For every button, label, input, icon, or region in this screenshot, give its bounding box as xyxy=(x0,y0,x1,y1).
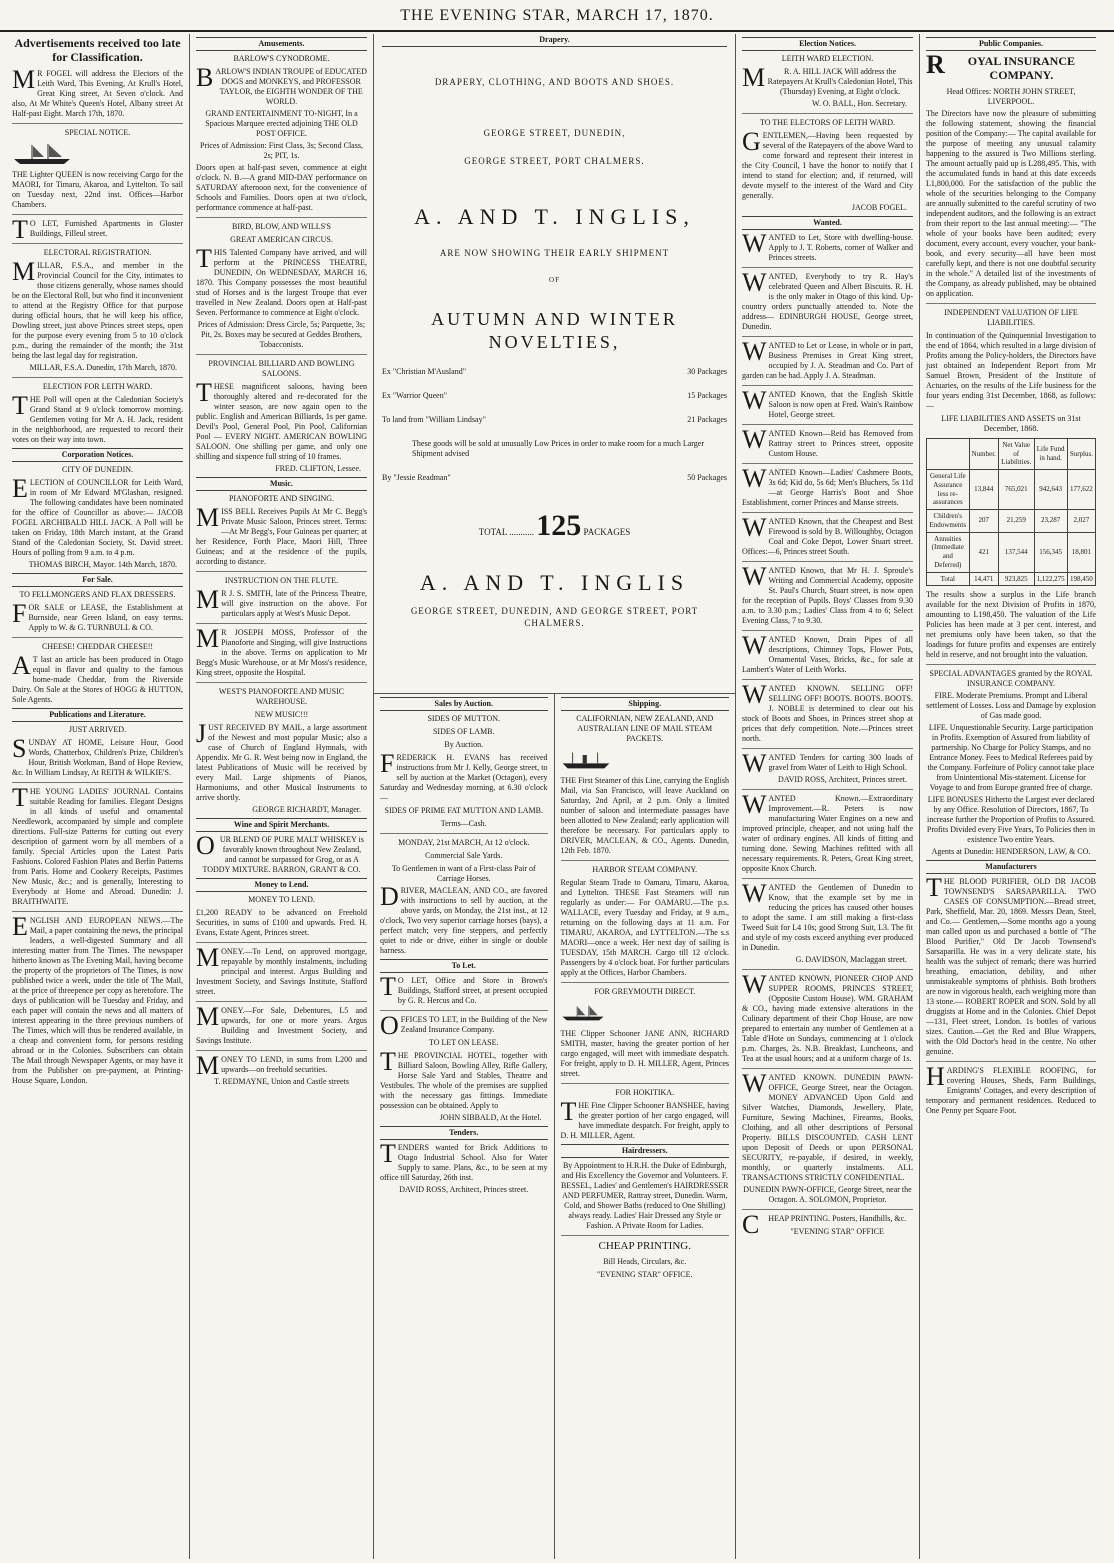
money-ad-3: MONEY.—For Sale, Debentures, L5 and upwards, for one or more years. Argus Building and Investment Society, and Savings Institute. xyxy=(196,1002,367,1045)
monday-heading: MONDAY, 21st MARCH, At 12 o'clock. xyxy=(398,838,530,847)
head-offices: Head Offices: NORTH JOHN STREET, LIVERPOOL. xyxy=(946,86,1076,106)
fell-ad: FOR SALE or LEASE, the Establishment at Burnside, near Green Island, on easy terms. Apply to W. & G. TURNBULL & CO. xyxy=(12,598,183,632)
forsale-section: For Sale. xyxy=(12,573,183,587)
bell-ad: MISS BELL Receives Pupils At Mr C. Begg's Private Music Saloon, Princes street. Terms:—At Mr Begg's, Four Guineas per quarter; at her Residence, Forth Place, Maori Hill, Three Guineas; and at the residence of the pupils, according to distance. xyxy=(196,503,367,566)
shipping-section: Shipping. xyxy=(561,697,730,711)
evening-star-office: "EVENING STAR" OFFICE. xyxy=(597,1269,693,1279)
news-ad: ENGLISH AND EUROPEAN NEWS.—The Mail, a paper containing the news, the principal leaders, a well-digested Summary and all interesting matter from The Times. The newspaper hitherto known as The Evening Mail, having become the property of the proprietors of The Times, is now published twice a week, under the title of The Mail, at the price of threepence per copy as heretofore. The days of publication will be Tuesday and Friday, and each paper will contain the news and all matters of interest appearing in the three previous numbers of The Times, which will thus be rendered available, in a cheap and convenient form, for persons residing abroad or in the Colonies. Subscribers can obtain The Mail through Newspaper Agents, or may have it from the Publisher on pre-payment, at Printing-House Square, London. xyxy=(12,911,183,1085)
package-row-3: To land from "William Lindsay" 21 Packages xyxy=(382,415,727,425)
package-row-4: By "Jessie Readman" 50 Packages xyxy=(382,473,727,483)
solomon-signature: DUNEDIN PAWN-OFFICE, George Street, near the Octagon. A. SOLOMON, Proprietor. xyxy=(743,1185,912,1204)
greymouth-heading: FOR GREYMOUTH DIRECT. xyxy=(594,987,696,996)
wanted-7: WANTED Known, that the Cheapest and Best Firewood is sold by B. Willoughby, Octagon Coal and Coke Depot, Lower Stuart street. Offices:—6, Princes street South. xyxy=(742,513,913,556)
queen-ad: THE Lighter QUEEN is now receiving Cargo for the MAORI, for Timaru, Akaroa, and Lyttelton. To sail on Tuesday next, 22nd inst. Offices—Harbor Chambers. xyxy=(12,169,183,209)
birch-signature: THOMAS BIRCH, Mayor. 14th March, 1870. xyxy=(28,559,177,569)
liabilities-table xyxy=(926,438,1096,587)
millar-ad: MILLAR, F.S.A., and member in the Provincial Council for the City, intimates to those citizens generally, whose names should be on the Electoral Roll, but who find it inconvenient to attend at the Registry Office for that purpose during official hours, that he will keep his office, Dowling street, just above Princes street steps, open for the purpose every evening from 5 to 10 o'clock p.m., during the remainder of the month; the 31st being the last legal day for registration. xyxy=(12,256,183,360)
drapery-line-3: GEORGE STREET, PORT CHALMERS. xyxy=(464,155,645,166)
cheese-ad: AT last an article has been produced in Otago equal in flavor and quality to the famous home-made Cheddar, from the Riverside Dairy. On Sale at the Stores of HOGG & HUTTON, Sole Agents. xyxy=(12,650,183,704)
richardt-signature: GEORGE RICHARDT, Manager. xyxy=(252,805,361,814)
fell-heading: TO FELLMONGERS AND FLAX DRESSERS. xyxy=(19,589,176,599)
electors-heading: TO THE ELECTORS OF LEITH WARD. xyxy=(760,118,895,127)
evening-star-office-2: "EVENING STAR" OFFICE xyxy=(790,1227,884,1236)
publications-section: Publications and Literature. xyxy=(12,708,183,722)
circus-prices: Prices of Admission: Dress Circle, 5s; Parquette, 3s; Pit, 2s. Boxes may be secured at Geddes Brothers, Tobacconists. xyxy=(197,320,366,349)
royal-body-1: The Directors have now the pleasure of submitting the following statement, showing the financial position of the Company:— The capital available for the purpose of meeting any unusual calamity happening to the assured is Two Millions sterling. The amount actually paid up is L288,495. This, with the accumulated funds in hand at this date exceeds L1,800,000. For the satisfaction of the public the whole of the securities belonging to the Company are annually submitted to the careful scrutiny of two independent auditors, and the following is an extract from their report to the last annual meeting:— "The whole of your books have been audited; every document, every account, every voucher, your bank-book, and every security—all have been most carefully kept, and there is not one doubtful security in the whole." A detailed list of the investments of the Company, as already published, may be obtained on application. xyxy=(926,108,1096,298)
money-1200-ad: £1,200 READY to be advanced on Freehold Securities, in sums of £100 and upwards. Fred. H. Evans, Estate Agent, Princes street. xyxy=(196,908,367,937)
lease-heading: TO LET ON LEASE. xyxy=(429,1038,499,1047)
harbour-heading: HARBOR STEAM COMPANY. xyxy=(592,865,698,874)
total-line: TOTAL ........... 125 PACKAGES xyxy=(478,509,631,543)
autumn-line: AUTUMN AND WINTER NOVELTIES, xyxy=(431,309,678,352)
package-row-1: Ex "Christian M'Ausland" 30 Packages xyxy=(382,367,727,377)
wanted-9: WANTED Known, Drain Pipes of all descriptions, Chimney Tops, Flower Pots, Ornamental Vases, Bricks, &c., for sale at Lambert's Water of Leith Works. xyxy=(742,631,913,674)
troupe-prices: Prices of Admission: First Class, 3s; Second Class, 2s; PIT, 1s. xyxy=(200,141,363,160)
column-6 xyxy=(920,34,1102,1559)
redmayne-signature: T. REDMAYNE, Union and Castle streets xyxy=(214,1077,349,1086)
leith-heading: ELECTION FOR LEITH WARD. xyxy=(42,381,153,391)
bonuses-section: LIFE BONUSES Hitherto the Largest ever declared by any Office. Resolution of Directors, 1867, To increase further the Proportion of Profits to Assured. Profits Divided every Five Years, To Policies then in existence Two entire Years. xyxy=(926,795,1096,845)
wanted-5: WANTED Known—Reid has Removed from Rattray street to Princes street, opposite Custom House. xyxy=(742,425,913,458)
gentlemen-ad: GENTLEMEN,—Having been requested by several of the Ratepayers of the above Ward to come forward and represent their interest in the City Council, I have the honor to notify that I intend to stand for election; and, if returned, will devote myself to the interest of the Ward and City generally. xyxy=(742,127,913,200)
fire-section: FIRE. Moderate Premiums. Prompt and Liberal settlement of Losses. Loss and Damage by explosion of Gas made good. xyxy=(926,691,1096,721)
mutton-heading: SIDES OF MUTTON. xyxy=(427,714,501,723)
billiard-heading: PROVINCIAL BILLIARD AND BOWLING SALOONS. xyxy=(208,359,355,378)
wanted-13: WANTED the Gentlemen of Dunedin to Know, that the example set by me in reducing the prices has caused other houses to adopt the same. I am still making a first-class Tweed Suit for L4 10s; good Strong Suit, L3. The fit and style of my costs exceed anything ever produced in Dunedin. xyxy=(742,879,913,952)
troupe-ad: BARLOW'S INDIAN TROUPE of EDUCATED DOGS and MONKEYS, and PROFESSOR TAYLOR, the EIGHTH WONDER OF THE WORLD. xyxy=(196,63,367,106)
steamer-icon xyxy=(561,749,611,771)
millar-signature: MILLAR, F.S.A. Dunedin, 17th March, 1870. xyxy=(29,362,177,372)
poll-ad: THE Poll will open at the Caledonian Society's Grand Stand at 9 o'clock tomorrow morning. Gentlemen voting for Mr A. H. Jack, resident in the neighborhood, are requested to record their votes on their way into town. xyxy=(12,390,183,444)
fogel-signature: JACOB FOGEL. xyxy=(851,203,907,212)
roofing-ad: HARDING'S FLEXIBLE ROOFING, for covering Houses, Sheds, Farm Buildings, Emigrants' Cottages, and every description of temporary and permanent residences. Reduced to One Penny per Square Foot. xyxy=(926,1062,1096,1116)
manufacturers-section: Manufacturers xyxy=(926,860,1096,874)
ross-signature: DAVID ROSS, Architect, Princes street. xyxy=(399,1185,529,1194)
electoral-heading: ELECTORAL REGISTRATION. xyxy=(43,247,152,257)
sunday-ad: SUNDAY AT HOME, Leisure Hour, Good Words, Chatterbox, Children's Prize, Children's Hour, British Workman, Band of Hope Review, &c. In William Lindsay, At REITH & WILKIE'S. xyxy=(12,733,183,777)
flute-heading: INSTRUCTION ON THE FLUTE. xyxy=(224,576,339,585)
mail-heading: CALIFORNIAN, NEW ZEALAND, AND AUSTRALIAN LINE OF MAIL STEAM PACKETS. xyxy=(576,714,714,743)
column-5 xyxy=(736,34,920,1559)
cheese-heading: CHEESE! CHEDDAR CHEESE!! xyxy=(41,641,154,651)
circus-ad: THIS Talented Company have arrived, and will perform at the PRINCESS THEATRE, DUNEDIN, On WEDNESDAY, MARCH 16, 1870. This Company possesses the most beautiful stud of Horses and is the largest Troupe that ever travelled in New Zealand. Doors open at Half-past Seven. Performance to commence at Eight o'clock. xyxy=(196,244,367,317)
royal-heading: ROYAL INSURANCE COMPANY. xyxy=(926,50,1076,83)
inglis-address: GEORGE STREET, DUNEDIN, AND GEORGE STREET, PORT CHALMERS. xyxy=(410,606,699,628)
grand-entertainment: GRAND ENTERTAINMENT TO-NIGHT, In a Spacious Marquee erected adjoining THE OLD POST OFFICE. xyxy=(205,109,358,138)
royal-body-3: The results show a surplus in the Life branch available for the next Division of Profits in 1870, amounting to L198,450. The valuation of the Life Policies has been made at 3 per cent. interest, and net premiums only have been taken, so that the loadings for future profits and expenses are entirely held in reserve, and not brought into the valuation. xyxy=(926,590,1096,660)
public-companies-section: Public Companies. xyxy=(926,37,1096,51)
masthead: THE EVENING STAR, MARCH 17, 1870. xyxy=(0,0,1114,32)
table-row: Annuities (Immediate and Deferred) 421 137,544 156,345 18,801 xyxy=(927,532,1096,572)
wanted-8: WANTED Known, that Mr H. J. Sproule's Writing and Commercial Academy, opposite St. Paul's Church, Stuart street, is now open for the reception of Pupils. Boys' Classes from 9.30 a.m. to 3.30 p.m.; Ladies' Class from 4 to 6; Select Evening Class, 7 to 9.30. xyxy=(742,562,913,625)
special-advantages: SPECIAL ADVANTAGES granted by the ROYAL INSURANCE COMPANY. xyxy=(929,669,1093,689)
greymouth-ad: THE Clipper Schooner JANE ANN, RICHARD SMITH, master, having the greater portion of her cargo engaged, will meet with immediate despatch. For freight, apply to D. H. MILLER, Agent, Princes street. xyxy=(560,1029,729,1078)
cynodrome-heading: BARLOW'S CYNODROME. xyxy=(233,54,330,63)
tolet-ad: TO LET, Furnished Apartments in Gloster Buildings, Filleul street. xyxy=(12,214,183,244)
wanted-12: WANTED Known.—Extraordinary Improvement.—R. Peters is now manufacturing Water Engines on a new and improved principle, cheaper, and not using half the water of ordinary engines. All kinds of fitting and turning done. Sewing Machines refitted with all necessary requirements. R. Peters, Great King street, opposite Knox Church. xyxy=(742,790,913,873)
west-ad: JUST RECEIVED BY MAIL, a large assortment of the Newest and most popular Music; also a case of Church of England Hymnals, with Appendix. Mr G. R. West being now in England, the latest Publications of Music will be received by every Mail. Large shipments of Pianos, Harmoniums, and other Musical Instruments to arrive shortly. xyxy=(196,719,367,802)
wanted-1: WANTED to Let, Store with dwelling-house. Apply to J. T. Roberts, corner of Walker and Princes streets. xyxy=(742,229,913,262)
ship-icon xyxy=(12,143,72,165)
table-row: General Life Assurance less re-assurances 13,844 765,021 942,643 177,622 xyxy=(927,470,1096,510)
life-section: LIFE. Unquestionable Security. Large participation in Profits. Exemption of Assured from liability of partnership. No Charge for Policy Stamps, and no Entrance Money. Fees to Medical Referees paid by the Company. Forfeiture of Policy cannot take place from Unintentional Mis-statement. License for Voyage to and from Europe granted free of charge. xyxy=(927,723,1095,793)
lamb-heading: SIDES OF LAMB. xyxy=(432,727,495,736)
schooner-icon xyxy=(561,1002,605,1024)
west-heading: WEST'S PIANOFORTE AND MUSIC WAREHOUSE. xyxy=(218,687,345,706)
table-row: Children's Endowments 207 21,259 23,287 2,027 xyxy=(927,510,1096,533)
sibbald-signature: JOHN SIBBALD, At the Hotel. xyxy=(439,1113,542,1122)
blood-purifier-ad: THE BLOOD PURIFIER, OLD DR JACOB TOWNSEND'S SARSAPARILLA. TWO CASES OF CONSUMPTION.—Bread street, Park, Sheffield, Mar. 20, 1869. Messrs Dean, Steel, and Co.— Gentlemen,—Some months ago a young man called upon us and purchased a bottle of "The Blood Purifier," Old Dr Jacob Townsend's Sarsaparilla. He was in a very delicate state, his health was the subject of remark; there was hurried breathing, emaciation, debility, and other unmistakeable symptoms of phthisis. Both brothers are now in vigorous health, each weighing more than 13 stone.— ROBERT ROPER and SON. Sold by all druggists at Home and in the Colonies. Chief Depot—131, Fleet street, London. 1s bottles of various sizes. Caution.—Get the Red and Blue Wrappers, with the Old Doctor's head in the centre. No other genuine. xyxy=(926,873,1096,1057)
valuation-heading: INDEPENDENT VALUATION OF LIFE LIABILITIES. xyxy=(944,307,1078,327)
ball-signature: W. O. BALL, Hon. Secretary. xyxy=(812,99,907,108)
wanted-10: WANTED KNOWN. SELLING OFF! SELLING OFF! BOOTS. BOOTS. BOOTS. J. NOBLE is determined to clear out his stock of Boots and Shoes, in Princes street shop at prices that defy competition. Note.—Princes street north. xyxy=(742,680,913,743)
offices-ad: OFFICES TO LET, in the Building of the New Zealand Insurance Company. xyxy=(380,1011,548,1040)
smith-ad: MR J. S. SMITH, late of the Princess Theatre, will give instruction on the above. For particulars apply at West's Music Depot. xyxy=(196,585,367,618)
clifton-signature: FRED. CLIFTON, Lessee. xyxy=(275,464,361,473)
drapery-section: Drapery. xyxy=(382,34,727,47)
table-row: Number. Net Value of Liabilities. Life Fund in hand. Surplus. xyxy=(927,438,1096,469)
package-row-2: Ex "Warrior Queen" 15 Packages xyxy=(382,391,727,401)
middle-column xyxy=(374,34,736,1559)
wanted-section: Wanted. xyxy=(742,216,913,230)
bessel-ad: By Appointment to H.R.H. the Duke of Edinburgh, and His Excellency the Governor and Volunteers. F. BESSEL, Ladies' and Gentlemen's HAIRDRESSER AND PERFUMER, Rattray street, Dunedin. Warm, Cold, and Shower Baths (reduced to One Shilling) always ready. Ladies' Hair Dressed any Style or Fashion. A Private Room for Ladies. xyxy=(560,1161,729,1230)
troupe-doors: Doors open at half-past seven, commence at eight o'clock. N. B.—A grand MID-DAY performance on SATURDAY afternoon next, for the convenience of Schools and Families. Doors open at two o'clock, performance commence at half-past. xyxy=(196,163,367,212)
moss-ad: MR JOSEPH MOSS, Professor of the Pianoforte and Singing, will give Instructions in the above. Terms on application to Mr Begg's Music Warehouse, or at Mr Moss's residence, King street, opposite the Hospital. xyxy=(196,624,367,677)
cheap-printing: CHEAP PRINTING. xyxy=(598,1240,691,1252)
mail-ad: THE First Steamer of this Line, carrying the English Mail, via San Francisco, will leave Auckland on Saturday, 2nd April, at 2 p.m. Only a limited number of saloon and intermediate passages have been allotted to New Zealand; early application will therefore be necessary. For particulars apply to DRIVER, MACLEAN, & CO., Agents. Dunedin, 12th Feb. 1870. xyxy=(560,776,729,855)
late-ads-title: Advertisements received too late for Classification. xyxy=(14,36,181,65)
drapery-line-1: DRAPERY, CLOTHING, AND BOOTS AND SHOES. xyxy=(434,77,675,87)
special-notice: SPECIAL NOTICE. xyxy=(64,127,131,137)
horses-heading: To Gentlemen in want of a First-class Pair of Carriage Horses. xyxy=(391,864,536,883)
wanted-15: WANTED KNOWN. DUNEDIN PAWN-OFFICE, George Street, near the Octagon. MONEY ADVANCED Upon Gold and Silver Watches, Diamonds, Jewellery, Plate, Furniture, Sewing Machines, Firearms, Books, Clothing, and all other descriptions of Personal Property. BILLS DISCOUNTED. CASH LENT upon Deposit of Deeds or upon PERSONAL SECURITY, re-payable, if desired, in weekly, monthly, or quarterly instalments. ALL TRANSACTIONS STRICTLY CONFIDENTIAL. xyxy=(742,1069,913,1182)
terms-cash: Terms—Cash. xyxy=(440,819,487,828)
davidson-signature: G. DAVIDSON, Maclaggan street. xyxy=(795,955,907,964)
by-auction: By Auction. xyxy=(444,740,484,749)
auction-column xyxy=(374,694,555,1559)
liabilities-table-title: LIFE LIABILITIES AND ASSETS on 31st December, 1868. xyxy=(941,413,1081,433)
election-section: Election Notices. xyxy=(742,37,913,51)
column-2 xyxy=(190,34,374,1559)
fogel-ad: MR FOGEL will address the Electors of the Leith Ward, This Evening, At Krull's Hotel, Great King street, At Seven o'clock. And also, At Mr White's Queen's Hotel, Albany street At Half-past Eight. March 17th, 1870. xyxy=(12,64,183,118)
sold-note: These goods will be sold at unusually Low Prices in order to make room for a much Larger Shipment advised xyxy=(412,439,705,459)
shipping-column xyxy=(555,694,736,1559)
prime-heading: SIDES OF PRIME FAT MUTTON AND LAMB. xyxy=(384,806,543,815)
corporation-section: Corporation Notices. xyxy=(12,448,183,462)
harbour-ad: Regular Steam Trade to Oamaru, Timaru, Akaroa, and Lyttelton. THESE Fast Steamers will run regularly as under:— For OAMARU.—The p.s. WALLACE, every Tuesday and Friday, at 9 a.m., returning on the following days at 11 a.m. For TIMARU, AKAROA, and LYTTELTON.—The s.s MAORI—once a week. Her next day of sailing is TUESDAY, 15th MARCH. Cargo till 12 o'clock. Passengers by 4 o'clock boat. For further particulars apply at the Offices, Harbor Chambers. xyxy=(560,878,729,977)
billiard-ad: THESE magnificent saloons, having been thoroughly altered and re-decorated for the winter season, are now again open to the public. English and American Billiards, 1s per game. Devil's Pool, General Pool, Pin Pool, Californian Pool — EVERY NIGHT. AMERICAN BOWLING SALOON. One shilling per game, and only one shilling and sixpence full string of 10 frames. xyxy=(196,378,367,461)
agents-line: Agents at Dunedin: HENDERSON, LAW, & CO. xyxy=(931,847,1091,857)
whisky-ad: OUR BLEND OF PURE MALT WHISKEY is favorably known throughout New Zealand, and cannot be surpassed for Grog, or as A TODDY MIXTURE. BARRON, GRANT & CO. xyxy=(196,831,364,874)
drapery-line-2: GEORGE STREET, DUNEDIN, xyxy=(483,128,626,139)
sale-yards: Commercial Sale Yards. xyxy=(425,851,503,860)
piano-heading: PIANOFORTE AND SINGING. xyxy=(228,494,335,503)
office-ad: TO LET, Office and Store in Brown's Buildings, Stafford street, at present occupied by G. R. Hercus and Co. xyxy=(380,972,548,1005)
money-section: Money to Lend. xyxy=(196,878,367,892)
wanted-4: WANTED Known, that the English Skittle Saloon is now open at Fred. Wain's Rainbow Hotel, George street. xyxy=(742,386,913,419)
circus-owners: BIRD, BLOW, AND WILLS'S xyxy=(231,222,331,231)
royal-body-2: In continuation of the Quinquennial Investigation to the end of 1864, which resulted in a large division of Profits among the Policy-holders, the Directors have just obtained an Independent Report from Mr Samuel Brown, President of the Institute of Actuaries, on the results of the Life business for the four years ending 31st December, 1868, as follows:— xyxy=(926,330,1096,410)
wanted-11: WANTED Tenders for carting 300 loads of gravel from Water of Leith to High School. xyxy=(742,749,913,778)
tenders-section: Tenders. xyxy=(380,1126,548,1140)
ross-architect: DAVID ROSS, Architect, Princes street. xyxy=(778,775,907,784)
driver-ad: DRIVER, MACLEAN, AND CO., are favored with instructions to sell by auction, at the above yards, on Monday, the 21st inst., at 12 o'clock, Two very superior carriage horses (bays), a perfect match; very fine steppers, and perfectly quiet to ride or drive, either in single or double harness. xyxy=(380,882,548,955)
hokitika-ad: THE Fine Clipper Schooner BANSHEE, having the greater portion of her cargo engaged, will have immediate despatch. For freight, apply to D. H. MILLER, Agent. xyxy=(560,1097,729,1140)
bill-heads: Bill Heads, Circulars, &c. xyxy=(603,1256,687,1266)
wanted-2: WANTED, Everybody to try R. Hay's celebrated Queen and Albert Biscuits. R. H. is the only maker in Otago of this kind. Up-country orders punctually attended to. Note the address— EDINBURGH HOUSE, George street, Dunedin. xyxy=(742,268,913,331)
newmusic-heading: NEW MUSIC!!! xyxy=(254,710,309,719)
cheap-printing-2: CHEAP PRINTING. Posters, Handbills, &c. xyxy=(742,1210,907,1239)
table-row: Total 14,471 923,825 1,122,275 198,450 xyxy=(927,572,1096,586)
auction-section: Sales by Auction. xyxy=(380,697,548,711)
city-heading: CITY OF DUNEDIN. xyxy=(61,464,134,474)
circus-heading: GREAT AMERICAN CIRCUS. xyxy=(230,235,333,244)
money-ad-4: MONEY TO LEND, in sums from L200 and upwards—on freehold securities. xyxy=(196,1051,367,1080)
of-line: OF xyxy=(549,275,560,284)
hokitika-heading: FOR HOKITIKA. xyxy=(615,1088,675,1097)
inglis-brand-2: A. AND T. INGLIS xyxy=(419,569,690,595)
jack-ad: MR. A. HILL JACK Will address the Ratepayers At Krull's Caledonian Hotel, This (Thursday) Evening, at Eight o'clock. xyxy=(742,63,913,96)
column-1 xyxy=(6,34,190,1559)
hotel-ad: THE PROVINCIAL HOTEL, together with Billiard Saloon, Bowling Alley, Rifle Gallery, Horse Sale Yard and Stables, Theatre and Vestibules. The whole of the premises are supplied with the necessary gas fittings. Immediate possession can be obtained. Apply to xyxy=(380,1047,548,1110)
election-notice: ELECTION of COUNCILLOR for Leith Ward, in room of Mr Edward M'Glashan, resigned. The following candidates have been nominated for the office of Councillor as above:— JACOB FOGEL ARCHIBALD HILL JACK. A Poll will be taken on Friday, 18th March instant, at the Grand Stand of the Caledonian Society, St. David street. Hours of polling from 9 a.m. to 4 p.m. xyxy=(12,473,183,557)
leith-election-heading: LEITH WARD ELECTION. xyxy=(781,54,874,63)
ladies-journal-ad: THE YOUNG LADIES' JOURNAL Contains suitable Reading for families. Elegant Designs in all kinds of useful and ornamental Needlework, accompanied by simple and complete directions. Full-size Patterns for cutting out every description of garment worn by all members of a family. Special Articles upon the Latest Paris Fashions. Colored Fashion Plates and Berlin Patterns from Paris. Home and Cookery Receipts, Pastimes New Music, &c.; and is generally, Interesting to Everybody at Home and Abroad. Dunedin: J. BRAITHWAITE. xyxy=(12,782,183,906)
arrived-heading: JUST ARRIVED. xyxy=(68,724,127,734)
money-heading: MONEY TO LEND. xyxy=(248,895,315,904)
tenders-ad: TENDERS wanted for Brick Additions to Otago Industrial School. Also for Water Supply to same. Plans, &c., to be seen at my office till Saturday, 26th inst. xyxy=(380,1139,548,1182)
showing-line: ARE NOW SHOWING THEIR EARLY SHIPMENT xyxy=(439,248,670,259)
wanted-3: WANTED to Let or Lease, in whole or in part, Business Premises in Great King street, occupied by J. A. Steadman and Co. Part of garden can be had. Apply J. A. Steadman. xyxy=(742,337,913,380)
tolet-section: To Let. xyxy=(380,959,548,973)
hairdressers-section: Hairdressers. xyxy=(561,1144,730,1158)
wine-section: Wine and Spirit Merchants. xyxy=(196,818,367,832)
music-section: Music. xyxy=(196,477,367,491)
money-ad-2: MONEY.—To Lend, on approved mortgage, repayable by monthly instalments, including principal and interest. Argus Building and Investment Society, and Savings Institute, Stafford street. xyxy=(196,943,367,996)
inglis-brand: A. AND T. INGLIS, xyxy=(414,203,695,229)
drapery-ad xyxy=(374,34,735,694)
evans-ad: FREDERICK H. EVANS has received instructions from Mr J. Kelly, George street, to sell by auction at the Market (Octagon), every Saturday and Wednesday morning, at 6.30 o'clock— xyxy=(380,749,548,802)
wanted-6: WANTED Known—Ladies' Cashmere Boots, 3s 6d; Kid do, 5s 6d; Men's Bluchers, 5s 11d—at George Harris's Boot and Shoe Establishment, corner Princes and Manse streets. xyxy=(742,464,913,507)
amusements-section: Amusements. xyxy=(196,37,367,51)
wanted-14: WANTED KNOWN, PIONEER CHOP AND SUPPER ROOMS, PRINCES STREET, (Opposite Custom House). WM. GRAHAM & CO., having made extensive alterations in the Culinary department of their Chop House, are now prepared to entertain any number of Gentlemen at a Table d'Hote on Sundays, commencing at 1 o'clock p.m. Charges, 2s. N.B. Breakfast, Luncheons, and Tea at the usual hours; and at a uniform charge of 1s. xyxy=(742,970,913,1063)
